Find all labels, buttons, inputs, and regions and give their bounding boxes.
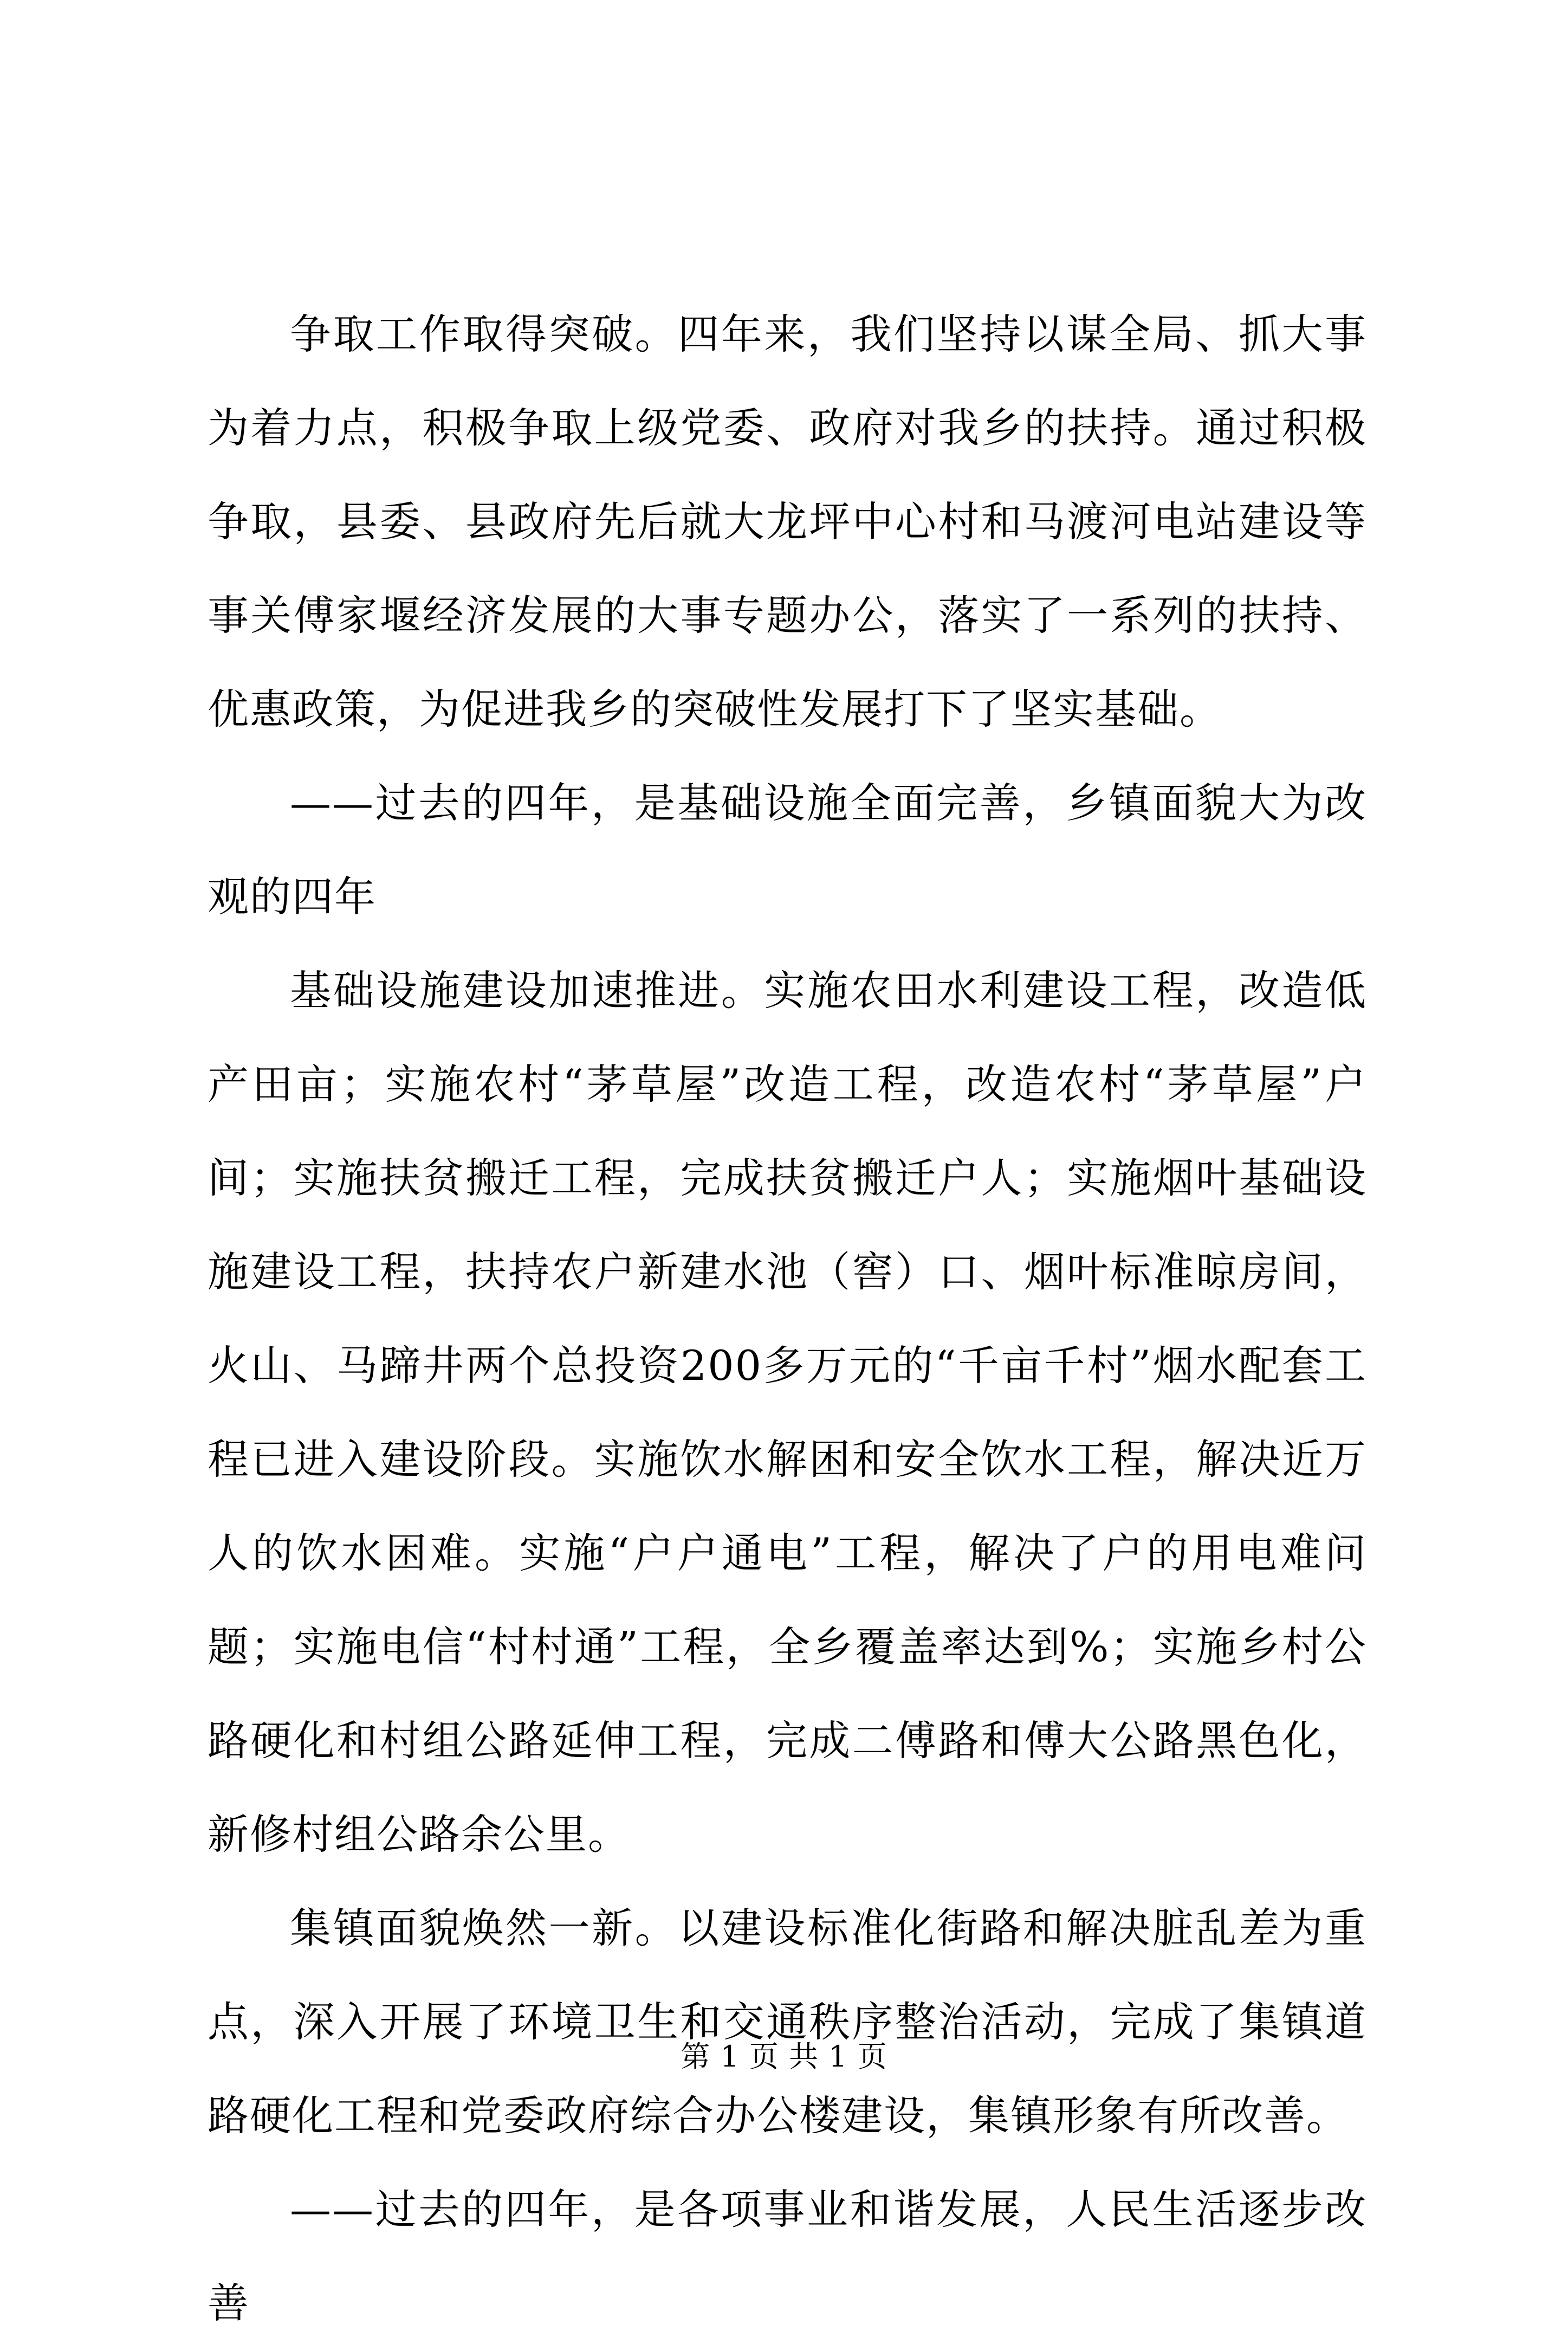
section-heading-social-development: ——过去的四年，是各项事业和谐发展，人民生活逐步改善	[208, 2185, 1367, 2327]
paragraph-town-appearance: 集镇面貌焕然一新。以建设标准化街路和解决脏乱差为重点，深入开展了环境卫生和交通秩序整治活动，完成了集镇道路硬化工程和党委政府综合办公楼建设，集镇形象有所改善。	[208, 1904, 1367, 2140]
paragraph-breakthrough: 争取工作取得突破。四年来，我们坚持以谋全局、抓大事为着力点，积极争取上级党委、政府对我乡的扶持。通过积极争取，县委、县政府先后就大龙坪中心村和马渡河电站建设等事关傅家堰经济发展的大事专题办公，落实了一系列的扶持、优惠政策，为促进我乡的突破性发展打下了坚实基础。	[208, 310, 1367, 733]
page-footer: 第 1 页 共 1 页	[681, 2039, 887, 2074]
section-heading-infrastructure: ——过去的四年，是基础设施全面完善，乡镇面貌大为改观的四年	[208, 779, 1367, 921]
paragraph-infrastructure: 基础设施建设加速推进。实施农田水利建设工程，改造低产田亩；实施农村“茅草屋”改造工程，改造农村“茅草屋”户间；实施扶贫搬迁工程，完成扶贫搬迁户人；实施烟叶基础设施建设工程，扶持农户新建水池（窖）口、烟叶标准晾房间，火山、马蹄井两个总投资200多万元的“千亩千村”烟水配套工程已进入建设阶段。实施饮水解困和安全饮水工程，解决近万人的饮水困难。实施“户户通电”工程，解决了户的用电难问题；实施电信“村村通”工程，全乡覆盖率达到%；实施乡村公路硬化和村组公路延伸工程，完成二傅路和傅大公路黑色化，新修村组公路余公里。	[208, 966, 1367, 1858]
